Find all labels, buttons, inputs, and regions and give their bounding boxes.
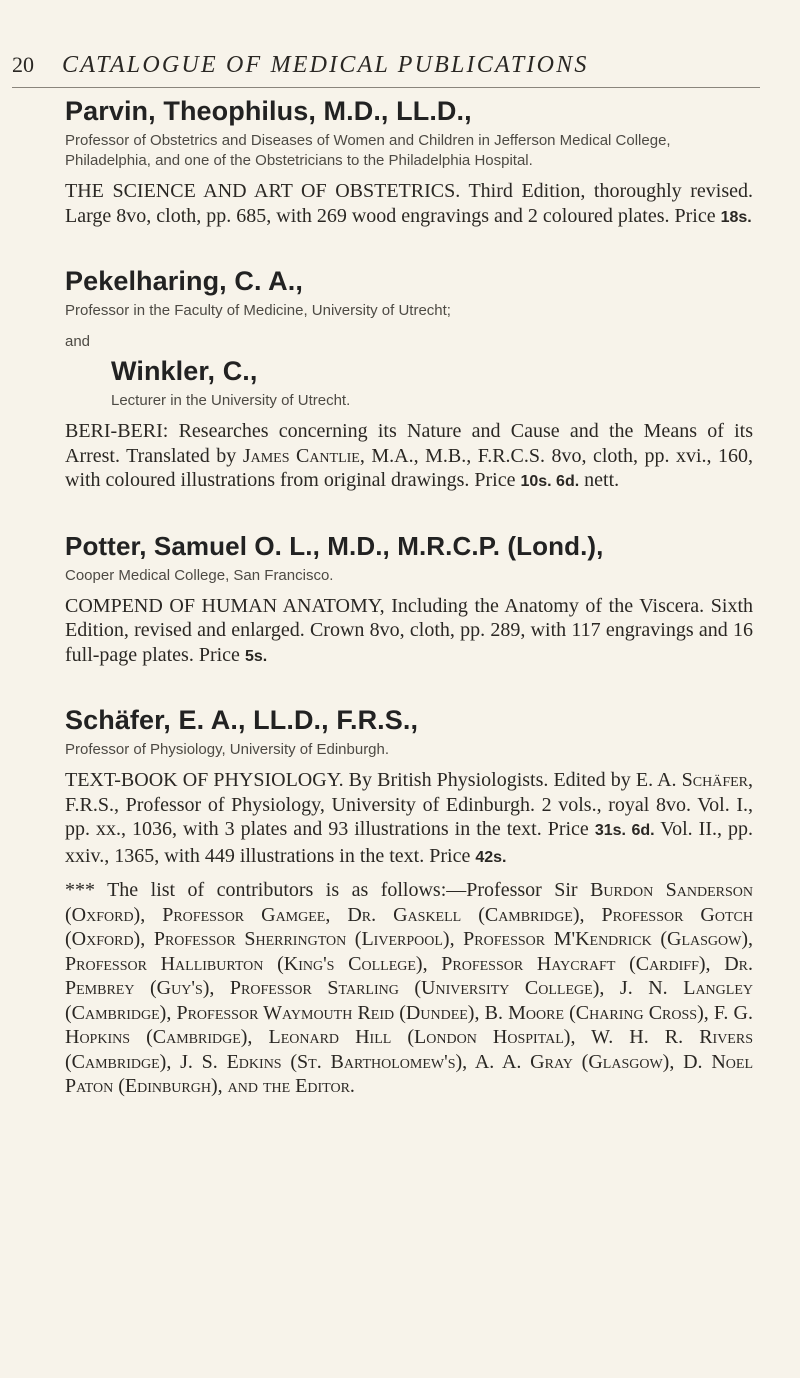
author-affiliation: Professor in the Faculty of Medicine, University of Utrecht; xyxy=(65,302,451,319)
price-suffix: nett. xyxy=(584,469,620,491)
catalogue-content xyxy=(65,96,753,1099)
book-price-vol-2: 42s. xyxy=(475,848,507,866)
book-price: 10s. 6d. xyxy=(520,473,580,490)
catalogue-entry-pekelharing xyxy=(65,266,753,495)
coauthor-heading: Winkler, C., xyxy=(111,356,258,386)
book-title: COMPEND OF HUMAN ANATOMY, xyxy=(65,594,385,617)
book-entry xyxy=(65,419,753,495)
book-entry xyxy=(65,594,753,670)
author-heading: Parvin, Theophilus, M.D., LL.D., xyxy=(65,96,472,126)
catalogue-entry-parvin xyxy=(65,96,753,230)
running-head xyxy=(12,52,760,88)
book-title: THE SCIENCE AND ART OF OBSTETRICS. xyxy=(65,180,461,202)
author-affiliation: Professor of Physiology, University of Edinburgh. xyxy=(65,741,390,758)
page-number: 20 xyxy=(12,52,34,77)
author-heading: Pekelharing, C. A., xyxy=(65,266,303,296)
author-affiliation: Professor of Obstetrics and Diseases of Women and Children in Jefferson Medical College, Philadelphia, and one of the Obstetricians to the Philadelphia Hospital. xyxy=(65,132,671,169)
editor-name: Schäfer xyxy=(681,769,749,791)
book-title: BERI-BERI: xyxy=(65,420,169,442)
book-description: Including the Anatomy of the Viscera. Sixth Edition, revised and enlarged. Crown 8vo, cloth, pp. 289, with 117 engravings and 16 full-page plates. Price xyxy=(65,594,754,666)
catalogue-entry-schafer xyxy=(65,705,753,1099)
contributors-note-lead: *** The list of contributors is as follows:—Professor Sir xyxy=(65,879,578,901)
book-entry xyxy=(65,179,753,230)
author-heading: Schäfer, E. A., LL.D., F.R.S., xyxy=(65,705,419,735)
book-title: TEXT-BOOK OF PHYSIOLOGY. xyxy=(65,769,344,791)
book-entry xyxy=(65,768,753,870)
author-conjunction: and xyxy=(65,333,91,350)
book-description: Researches concerning its Nature and Cause and the Means of its Arrest. Translated by xyxy=(65,420,754,467)
book-description-cont: , M.A., M.B., F.R.C.S. 8vo, cloth, pp. xvi., 160, with coloured illustrations from original drawings. Price xyxy=(65,444,754,491)
author-heading: Potter, Samuel O. L., M.D., M.R.C.P. (Lond.), xyxy=(65,530,604,561)
author-affiliation: Cooper Medical College, San Francisco. xyxy=(65,566,334,584)
translator-name: James Cantlie xyxy=(242,444,360,467)
catalogue-entry-potter xyxy=(65,531,753,670)
book-description-cont: , F.R.S., Professor of Physiology, University of Edinburgh. 2 vols., royal 8vo. Vol. I., pp. xx., 1036, with 3 plates and 93 illustrations in the text. Price xyxy=(65,769,754,840)
book-description-vol-2: Vol. II., pp. xxiv., 1365, with 449 illustrations in the text. Price xyxy=(65,818,754,867)
book-description: Third Edition, thoroughly revised. Large 8vo, cloth, pp. 685, with 269 wood engravings and 2 coloured plates. Price xyxy=(65,180,753,227)
book-price: 5s. xyxy=(244,647,268,665)
book-price-vol-1: 31s. 6d. xyxy=(594,822,655,839)
running-title: CATALOGUE OF MEDICAL PUBLICATIONS xyxy=(62,52,589,78)
book-description: By British Physiologists. Edited by E. A. xyxy=(348,769,677,791)
contributors-list: Burdon Sanderson (Oxford), Professor Gamgee, Dr. Gaskell (Cambridge), Professor Gotch (Oxford), Professor Sherrington (Liverpool), Professor M'Kendrick (Glasgow), Professor Halliburton (King's College), Professor Haycraft (Cardiff), Dr. Pembrey (Guy's), Professor Starling (University College), J. N. Langley (Cambridge), Professor Waymouth Reid (Dundee), B. Moore (Charing Cross), F. G. Hopkins (Cambridge), Leonard Hill (London Hospital), W. H. R. Rivers (Cambridge), J. S. Edkins (St. Bartholomew's), A. A. Gray (Glasgow), D. Noel Paton (Edinburgh), and the Editor. xyxy=(65,879,753,1097)
contributors-note xyxy=(65,878,753,1099)
coauthor-affiliation: Lecturer in the University of Utrecht. xyxy=(111,392,351,409)
book-price: 18s. xyxy=(720,208,752,226)
